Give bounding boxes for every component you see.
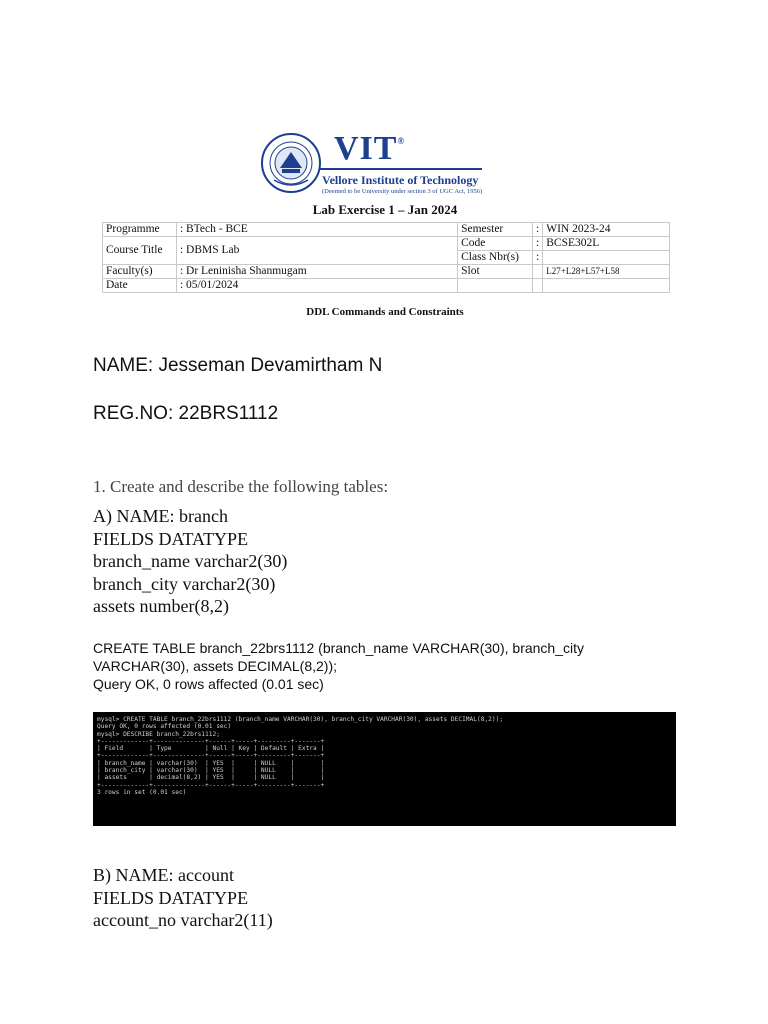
table-cell: Semester — [458, 223, 533, 237]
table-row — [103, 265, 670, 279]
table-cell — [533, 265, 543, 279]
table-cell: Class Nbr(s) — [458, 251, 533, 265]
table-cell: L27+L28+L57+L58 — [543, 265, 670, 279]
table-cell: : — [533, 223, 543, 237]
table-cell: : 05/01/2024 — [176, 279, 457, 293]
terminal-line: | branch_name | varchar(30) | YES | | NULL | | — [97, 759, 325, 767]
header-image — [94, 122, 676, 324]
student-name: NAME: Jesseman Devamirtham N — [93, 355, 383, 376]
terminal-line: +-------------+--------------+------+-----+---------+-------+ — [97, 737, 325, 745]
lab-title: Lab Exercise 1 – Jan 2024 — [312, 202, 458, 217]
table-cell: Programme — [103, 223, 177, 237]
table-cell: : — [533, 237, 543, 251]
table-cell — [458, 279, 533, 293]
terminal-line: mysql> CREATE TABLE branch_22brs1112 (branch_name VARCHAR(30), branch_city VARCHAR(30), assets DECIMAL(8,2)); — [97, 716, 504, 723]
student-reg-no: REG.NO: 22BRS1112 — [93, 403, 279, 424]
table-cell: : BTech - BCE — [176, 223, 457, 237]
sql-line: Query OK, 0 rows affected (0.01 sec) — [93, 676, 324, 692]
section-b-spec — [93, 864, 273, 932]
terminal-line: mysql> DESCRIBE branch_22brs1112; — [97, 730, 220, 738]
table-row — [103, 223, 670, 237]
table-cell: BCSE302L — [543, 237, 670, 251]
sql-statement — [93, 639, 613, 693]
course-info-table — [102, 222, 670, 293]
section-b-title: B) NAME: account — [93, 865, 234, 885]
spec-line: FIELDS DATATYPE — [93, 528, 249, 549]
terminal-line: Query OK, 0 rows affected (0.01 sec) — [97, 723, 232, 731]
sql-line: CREATE TABLE branch_22brs1112 (branch_name VARCHAR(30), branch_city — [93, 640, 585, 656]
table-cell: Slot — [458, 265, 533, 279]
ddl-title: DDL Commands and Constraints — [306, 306, 464, 318]
institution-logo — [260, 130, 500, 195]
terminal-line: | branch_city | varchar(30) | YES | | NULL | | — [97, 767, 325, 775]
table-cell: WIN 2023-24 — [543, 223, 670, 237]
table-row — [103, 279, 670, 293]
terminal-line: | assets | decimal(8,2) | YES | | NULL | | — [97, 774, 325, 782]
brand-rule — [320, 168, 482, 170]
table-cell: Course Title — [103, 237, 177, 265]
question-heading: 1. Create and describe the following tables: — [93, 477, 389, 496]
terminal-line: +-------------+--------------+------+-----+---------+-------+ — [97, 752, 325, 760]
spec-line: account_no varchar2(11) — [93, 910, 273, 930]
spec-line: FIELDS DATATYPE — [93, 887, 249, 908]
spec-line: branch_name varchar2(30) — [93, 551, 288, 571]
table-row — [103, 237, 670, 251]
registered-mark: ® — [397, 136, 406, 146]
table-cell: : — [533, 251, 543, 265]
table-cell: Date — [103, 279, 177, 293]
spec-line: branch_city varchar2(30) — [93, 573, 276, 594]
table-cell: Code — [458, 237, 533, 251]
terminal-line: +-------------+--------------+------+-----+---------+-------+ — [97, 781, 325, 789]
brand-short: VIT — [334, 130, 398, 167]
brand-name: Vellore Institute of Technology — [322, 173, 479, 187]
section-a-title: A) NAME: branch — [93, 506, 228, 526]
brand-tagline: (Deemed to be University under section 3 of UGC Act, 1956) — [322, 188, 483, 195]
terminal-line: 3 rows in set (0.01 sec) — [97, 788, 187, 796]
spec-line: assets number(8,2) — [93, 596, 229, 616]
table-cell: Faculty(s) — [103, 265, 177, 279]
section-a-spec — [93, 505, 287, 618]
table-cell — [543, 251, 670, 265]
table-cell — [533, 279, 543, 293]
terminal-screenshot — [93, 712, 676, 826]
table-cell — [543, 279, 670, 293]
table-cell: : DBMS Lab — [176, 237, 457, 265]
terminal-line: | Field | Type | Null | Key | Default | Extra | — [97, 745, 325, 753]
table-cell: : Dr Leninisha Shanmugam — [176, 265, 457, 279]
sql-line: VARCHAR(30), assets DECIMAL(8,2)); — [93, 658, 338, 674]
university-seal-icon — [260, 132, 322, 194]
